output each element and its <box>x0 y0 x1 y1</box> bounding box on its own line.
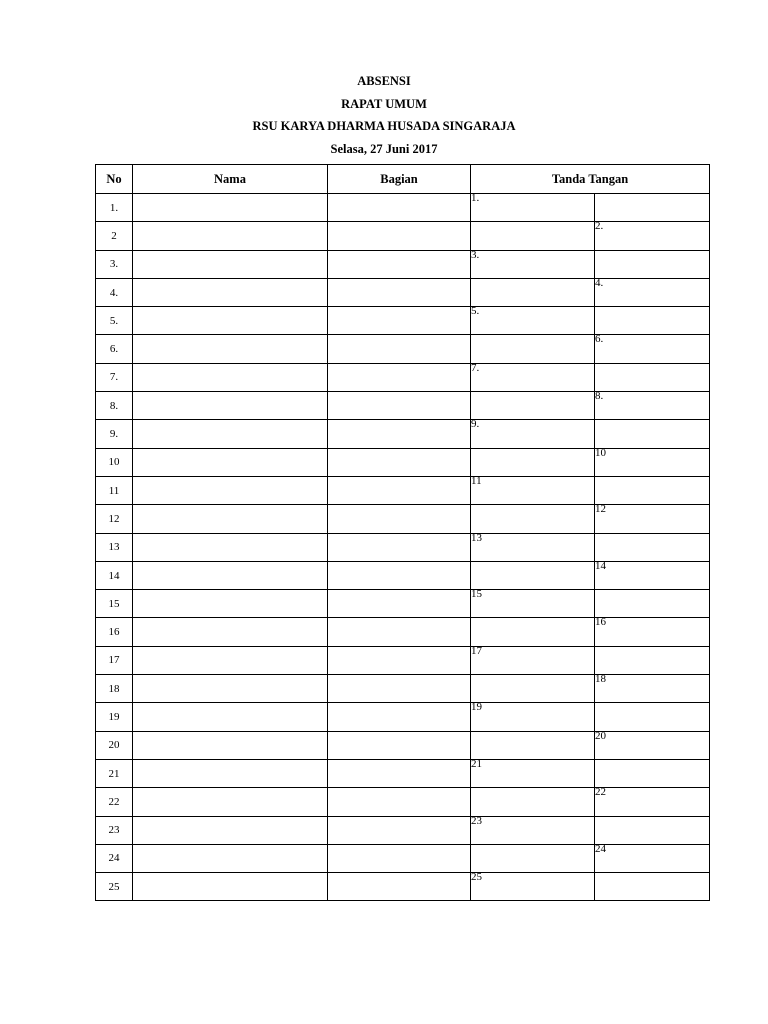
name-cell[interactable] <box>133 307 328 335</box>
signature-cell-right[interactable] <box>595 505 710 533</box>
department-cell[interactable] <box>328 788 471 816</box>
table-row <box>96 646 710 674</box>
signature-cell-left[interactable] <box>471 731 595 759</box>
signature-cell-left[interactable] <box>471 788 595 816</box>
column-header-tanda-tangan: Tanda Tangan <box>471 165 710 194</box>
department-cell[interactable] <box>328 646 471 674</box>
institution-name: RSU KARYA DHARMA HUSADA SINGARAJA <box>252 119 516 133</box>
name-cell[interactable] <box>133 590 328 618</box>
name-cell[interactable] <box>133 505 328 533</box>
department-cell[interactable] <box>328 307 471 335</box>
signature-cell-right[interactable] <box>595 788 710 816</box>
table-row <box>96 194 710 222</box>
table-row <box>96 476 710 504</box>
signature-number: 23 <box>471 814 482 827</box>
signature-cell-right[interactable] <box>595 561 710 589</box>
table-row <box>96 505 710 533</box>
table-row <box>96 533 710 561</box>
signature-number: 13 <box>471 531 482 544</box>
signature-cell-left[interactable] <box>471 646 595 674</box>
signature-cell-left[interactable] <box>471 363 595 391</box>
row-number: 23 <box>96 816 133 844</box>
signature-number: 20 <box>595 729 606 742</box>
table-row <box>96 307 710 335</box>
table-row <box>96 816 710 844</box>
department-cell[interactable] <box>328 844 471 872</box>
row-number: 5. <box>96 307 133 335</box>
signature-cell-left[interactable] <box>471 759 595 787</box>
department-cell[interactable] <box>328 873 471 901</box>
signature-cell-right[interactable] <box>595 476 710 504</box>
signature-cell-left[interactable] <box>471 194 595 222</box>
name-cell[interactable] <box>133 703 328 731</box>
name-cell[interactable] <box>133 250 328 278</box>
signature-cell-left[interactable] <box>471 816 595 844</box>
signature-cell-right[interactable] <box>595 646 710 674</box>
row-number: 15 <box>96 590 133 618</box>
name-cell[interactable] <box>133 222 328 250</box>
signature-cell-right[interactable] <box>595 278 710 306</box>
signature-number: 8. <box>595 390 604 403</box>
department-cell[interactable] <box>328 505 471 533</box>
table-row <box>96 222 710 250</box>
signature-cell-left[interactable] <box>471 505 595 533</box>
row-number: 1. <box>96 194 133 222</box>
department-cell[interactable] <box>328 222 471 250</box>
name-cell[interactable] <box>133 392 328 420</box>
signature-cell-left[interactable] <box>471 448 595 476</box>
signature-number: 21 <box>471 757 482 770</box>
row-number: 7. <box>96 363 133 391</box>
table-row <box>96 759 710 787</box>
table-row <box>96 392 710 420</box>
signature-number: 10 <box>595 446 606 459</box>
signature-number: 11 <box>471 474 482 487</box>
table-row <box>96 873 710 901</box>
signature-number: 3. <box>471 248 480 261</box>
signature-number: 24 <box>595 842 606 855</box>
department-cell[interactable] <box>328 759 471 787</box>
signature-cell-left[interactable] <box>471 392 595 420</box>
table-row <box>96 590 710 618</box>
signature-number: 9. <box>471 418 480 431</box>
signature-cell-left[interactable] <box>471 420 595 448</box>
signature-number: 14 <box>595 559 606 572</box>
signature-cell-right[interactable] <box>595 335 710 363</box>
department-cell[interactable] <box>328 590 471 618</box>
table-row <box>96 788 710 816</box>
signature-cell-right[interactable] <box>595 675 710 703</box>
row-number: 13 <box>96 533 133 561</box>
signature-cell-left[interactable] <box>471 307 595 335</box>
table-row <box>96 731 710 759</box>
department-cell[interactable] <box>328 363 471 391</box>
department-cell[interactable] <box>328 533 471 561</box>
row-number: 21 <box>96 759 133 787</box>
department-cell[interactable] <box>328 703 471 731</box>
table-row <box>96 448 710 476</box>
name-cell[interactable] <box>133 731 328 759</box>
name-cell[interactable] <box>133 788 328 816</box>
meeting-date: Selasa, 27 Juni 2017 <box>330 141 438 156</box>
name-cell[interactable] <box>133 618 328 646</box>
attendance-table <box>95 164 710 901</box>
signature-cell-left[interactable] <box>471 335 595 363</box>
row-number: 10 <box>96 448 133 476</box>
table-row <box>96 618 710 646</box>
signature-cell-left[interactable] <box>471 533 595 561</box>
department-cell[interactable] <box>328 675 471 703</box>
name-cell[interactable] <box>133 448 328 476</box>
table-row <box>96 844 710 872</box>
signature-cell-right[interactable] <box>595 759 710 787</box>
department-cell[interactable] <box>328 392 471 420</box>
table-header-row <box>96 165 710 194</box>
table-row <box>96 561 710 589</box>
signature-cell-right[interactable] <box>595 307 710 335</box>
signature-number: 4. <box>595 276 604 289</box>
row-number: 6. <box>96 335 133 363</box>
department-cell[interactable] <box>328 618 471 646</box>
signature-cell-left[interactable] <box>471 278 595 306</box>
row-number: 18 <box>96 675 133 703</box>
department-cell[interactable] <box>328 420 471 448</box>
signature-number: 16 <box>595 616 606 629</box>
signature-cell-right[interactable] <box>595 731 710 759</box>
signature-number: 6. <box>595 333 604 346</box>
table-row <box>96 703 710 731</box>
name-cell[interactable] <box>133 476 328 504</box>
row-number: 9. <box>96 420 133 448</box>
row-number: 17 <box>96 646 133 674</box>
department-cell[interactable] <box>328 448 471 476</box>
signature-number: 19 <box>471 701 482 714</box>
signature-cell-left[interactable] <box>471 561 595 589</box>
table-row <box>96 278 710 306</box>
column-header-bagian: Bagian <box>328 165 471 194</box>
name-cell[interactable] <box>133 844 328 872</box>
row-number: 3. <box>96 250 133 278</box>
signature-cell-right[interactable] <box>595 533 710 561</box>
department-cell[interactable] <box>328 278 471 306</box>
name-cell[interactable] <box>133 533 328 561</box>
signature-cell-right[interactable] <box>595 420 710 448</box>
name-cell[interactable] <box>133 194 328 222</box>
row-number: 12 <box>96 505 133 533</box>
signature-number: 25 <box>471 871 482 884</box>
signature-cell-left[interactable] <box>471 873 595 901</box>
document-header <box>0 70 768 160</box>
name-cell[interactable] <box>133 561 328 589</box>
signature-cell-left[interactable] <box>471 250 595 278</box>
row-number: 14 <box>96 561 133 589</box>
signature-number: 7. <box>471 361 480 374</box>
signature-cell-right[interactable] <box>595 590 710 618</box>
doc-title: ABSENSI <box>357 74 411 88</box>
name-cell[interactable] <box>133 363 328 391</box>
department-cell[interactable] <box>328 816 471 844</box>
signature-cell-right[interactable] <box>595 194 710 222</box>
signature-cell-right[interactable] <box>595 363 710 391</box>
signature-number: 17 <box>471 644 482 657</box>
signature-cell-right[interactable] <box>595 844 710 872</box>
row-number: 4. <box>96 278 133 306</box>
signature-cell-right[interactable] <box>595 618 710 646</box>
signature-number: 1. <box>471 192 480 204</box>
row-number: 16 <box>96 618 133 646</box>
department-cell[interactable] <box>328 250 471 278</box>
department-cell[interactable] <box>328 194 471 222</box>
signature-cell-left[interactable] <box>471 675 595 703</box>
column-header-nama: Nama <box>133 165 328 194</box>
row-number: 19 <box>96 703 133 731</box>
column-header-no: No <box>96 165 133 194</box>
signature-cell-left[interactable] <box>471 590 595 618</box>
name-cell[interactable] <box>133 278 328 306</box>
department-cell[interactable] <box>328 335 471 363</box>
signature-number: 12 <box>595 503 606 516</box>
signature-cell-right[interactable] <box>595 250 710 278</box>
name-cell[interactable] <box>133 873 328 901</box>
signature-number: 22 <box>595 786 606 799</box>
signature-number: 2. <box>595 220 604 233</box>
signature-number: 15 <box>471 588 482 601</box>
name-cell[interactable] <box>133 646 328 674</box>
signature-cell-right[interactable] <box>595 816 710 844</box>
department-cell[interactable] <box>328 731 471 759</box>
signature-cell-left[interactable] <box>471 703 595 731</box>
table-row <box>96 675 710 703</box>
row-number: 25 <box>96 873 133 901</box>
department-cell[interactable] <box>328 561 471 589</box>
name-cell[interactable] <box>133 420 328 448</box>
signature-cell-left[interactable] <box>471 476 595 504</box>
department-cell[interactable] <box>328 476 471 504</box>
row-number: 2 <box>96 222 133 250</box>
signature-cell-left[interactable] <box>471 222 595 250</box>
row-number: 20 <box>96 731 133 759</box>
signature-number: 18 <box>595 673 606 686</box>
table-row <box>96 363 710 391</box>
signature-cell-right[interactable] <box>595 703 710 731</box>
row-number: 8. <box>96 392 133 420</box>
signature-cell-left[interactable] <box>471 618 595 646</box>
name-cell[interactable] <box>133 335 328 363</box>
signature-cell-right[interactable] <box>595 392 710 420</box>
row-number: 24 <box>96 844 133 872</box>
row-number: 22 <box>96 788 133 816</box>
name-cell[interactable] <box>133 759 328 787</box>
meeting-type: RAPAT UMUM <box>341 96 427 111</box>
table-row <box>96 335 710 363</box>
signature-cell-right[interactable] <box>595 222 710 250</box>
table-row <box>96 420 710 448</box>
signature-number: 5. <box>471 305 480 318</box>
signature-cell-left[interactable] <box>471 844 595 872</box>
signature-cell-right[interactable] <box>595 448 710 476</box>
name-cell[interactable] <box>133 675 328 703</box>
name-cell[interactable] <box>133 816 328 844</box>
row-number: 11 <box>96 476 133 504</box>
signature-cell-right[interactable] <box>595 873 710 901</box>
table-row <box>96 250 710 278</box>
